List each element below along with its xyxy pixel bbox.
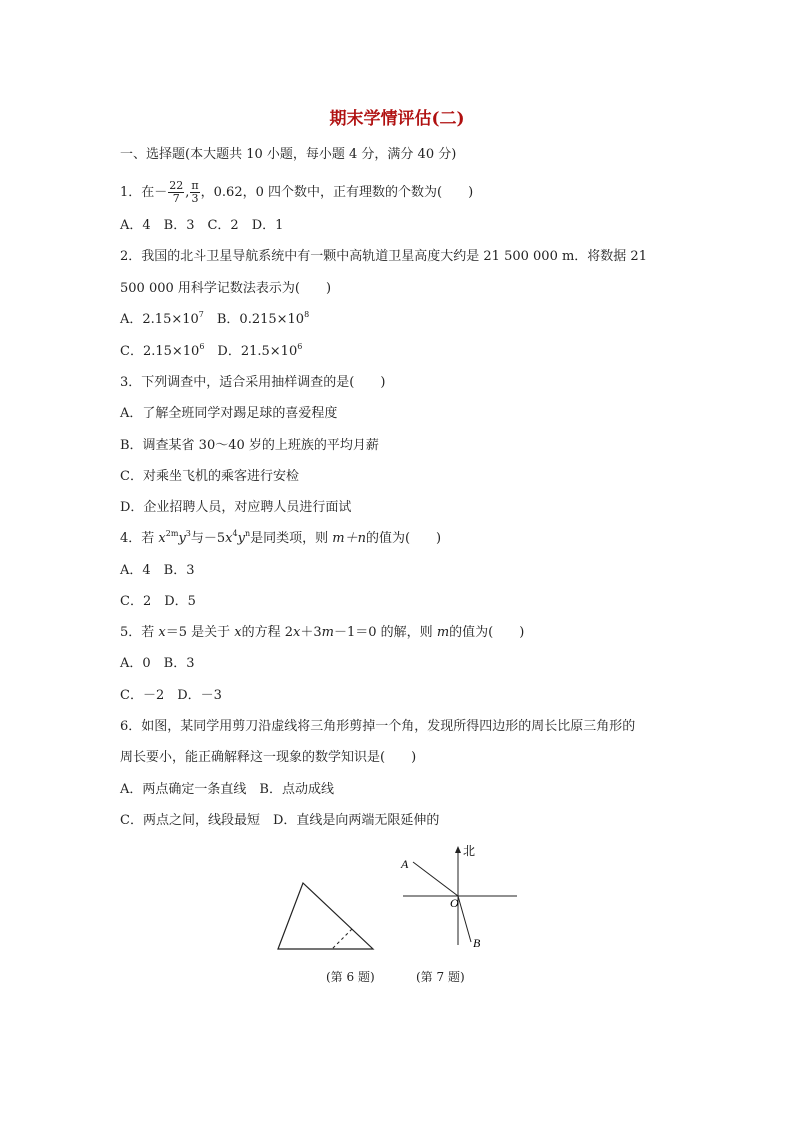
question-1: 1．在－ $\frac{22}{7}$ , $\frac{\pi}{3}$ ，0.62，0 四个数中，正有理数的个数为( ): [120, 179, 474, 205]
q5-stem: 5．若 x＝5 是关于 x的方程 2x＋3m－1＝0 的解，则 m的值为( ): [120, 625, 525, 640]
dashed-cut-line: [332, 929, 352, 949]
q6-line1: 6．如图，某同学用剪刀沿虚线将三角形剪掉一个角，发现所得四边形的周长比原三角形的: [120, 719, 636, 734]
q6-options-1: A．两点确定一条直线 B．点动成线: [120, 782, 334, 797]
ray-oa: [413, 862, 458, 896]
section-header: 一、选择题(本大题共 10 小题，每小题 4 分，满分 40 分): [120, 147, 457, 162]
q1-options: A．4 B．3 C．2 D．1: [120, 218, 284, 233]
q3-option-d: D．企业招聘人员，对应聘人员进行面试: [120, 500, 352, 515]
fraction-pi-3: $\frac{\pi}{3}$: [191, 179, 199, 205]
q3-option-a: A．了解全班同学对踢足球的喜爱程度: [120, 406, 338, 421]
fraction-22-7: $\frac{22}{7}$: [169, 179, 184, 205]
caption-figure-6: (第 6 题): [326, 970, 375, 984]
q1-prefix: 1．在－: [120, 185, 168, 200]
north-arrow-icon: [455, 846, 461, 853]
ray-ob: [458, 896, 471, 942]
q4-options-2: C．2 D．5: [120, 594, 196, 609]
q6-options-2: C．两点之间，线段最短 D．直线是向两端无限延伸的: [120, 813, 440, 828]
q4-options-1: A．4 B．3: [120, 563, 195, 578]
q2-options-ab: A．$2.15\times 10^7$ B．$0.215\times 10^8$: [120, 310, 310, 327]
caption-figure-7: (第 7 题): [416, 970, 465, 984]
triangle: [278, 883, 373, 949]
q3-option-b: B．调查某省 30～40 岁的上班族的平均月薪: [120, 438, 379, 453]
label-o: O: [450, 896, 459, 910]
q2-line1: 2．我国的北斗卫星导航系统中有一颗中高轨道卫星高度大约是 21 500 000 m．将数据 21: [120, 249, 647, 264]
figure-6-triangle: [270, 875, 380, 955]
q3-stem: 3．下列调查中，适合采用抽样调查的是( ): [120, 375, 386, 390]
q3-option-c: C．对乘坐飞机的乘客进行安检: [120, 469, 299, 484]
q5-options-2: C．－2 D．－3: [120, 688, 222, 703]
label-b: B: [473, 936, 481, 950]
label-a: A: [401, 857, 409, 871]
figure-7-compass: [395, 840, 525, 955]
q1-rest: ，0.62，0 四个数中，正有理数的个数为( ): [200, 185, 474, 200]
q2-line2: 500 000 用科学记数法表示为( ): [120, 281, 332, 296]
q4-stem: 4．若 $x^{2m}y^3$与$-5x^4y^n$是同类项，则 m＋n的值为( ): [120, 529, 442, 546]
page-title: 期末学情评估(二): [329, 109, 465, 129]
q6-line2: 周长要小，能正确解释这一现象的数学知识是( ): [120, 750, 417, 765]
q5-options-1: A．0 B．3: [120, 656, 195, 671]
q2-options-cd: C．$2.15\times 10^6$ D．$21.5\times 10^6$: [120, 342, 303, 359]
label-north: 北: [463, 844, 476, 858]
